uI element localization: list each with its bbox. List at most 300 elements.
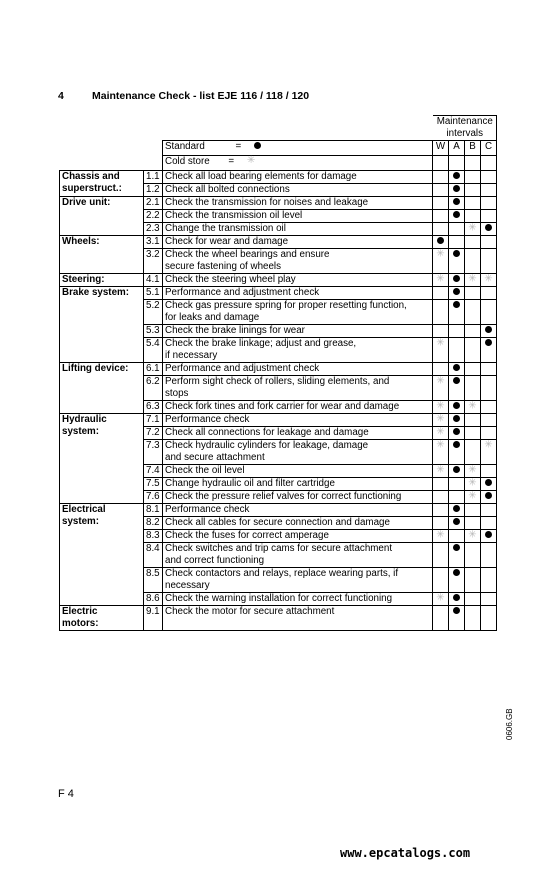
standard-dot-icon [453, 301, 460, 308]
interval-cell-w [433, 504, 449, 517]
description-line: and secure attachment [165, 452, 265, 463]
item-number: 5.4 [144, 338, 163, 363]
cold-label: Cold store [165, 156, 210, 167]
category-cell [60, 414, 144, 504]
description-line: Performance check [165, 414, 250, 425]
item-description [163, 338, 433, 363]
description-line: Perform sight check of rollers, sliding elements, and [165, 376, 390, 387]
item-description [163, 568, 433, 593]
cold-star-icon: ✳ [484, 273, 493, 285]
interval-cell-c [481, 300, 497, 325]
category-cell [60, 606, 144, 631]
interval-cell-a [449, 287, 465, 300]
item-description [163, 401, 433, 414]
interval-cell-b [465, 197, 481, 210]
item-description [163, 543, 433, 568]
interval-cell-b [465, 184, 481, 197]
description-line: Check all cables for secure connection and damage [165, 517, 390, 528]
item-number: 7.4 [144, 465, 163, 478]
cold-star-icon: ✳ [436, 464, 445, 476]
category-label: superstruct.: [62, 183, 122, 194]
interval-cell-c [481, 606, 497, 631]
page-title: Maintenance Check - list EJE 116 / 118 / 120 [92, 90, 310, 102]
cold-star-icon: ✳ [436, 337, 445, 349]
standard-eq: = [235, 141, 242, 152]
item-description [163, 427, 433, 440]
interval-cell-c [481, 325, 497, 338]
interval-cell-w [433, 543, 449, 568]
interval-cell-b [465, 530, 481, 543]
description-line: Check contactors and relays, replace wearing parts, if [165, 568, 399, 579]
standard-dot-icon [453, 594, 460, 601]
interval-cell-a [449, 376, 465, 401]
description-line: Check the warning installation for correct functioning [165, 593, 393, 604]
item-number: 5.2 [144, 300, 163, 325]
cold-eq: = [228, 156, 235, 167]
item-description [163, 440, 433, 465]
interval-cell-w [433, 517, 449, 530]
item-number: 6.1 [144, 363, 163, 376]
interval-cell-c [481, 171, 497, 184]
interval-cell-w [433, 300, 449, 325]
interval-cell-a [449, 401, 465, 414]
standard-dot-icon [485, 326, 492, 333]
interval-cell-w [433, 465, 449, 478]
category-label: Hydraulic [62, 414, 107, 425]
item-description [163, 171, 433, 184]
interval-cell-w [433, 440, 449, 465]
item-description [163, 210, 433, 223]
interval-cell-b [465, 440, 481, 465]
item-number: 8.1 [144, 504, 163, 517]
item-description [163, 236, 433, 249]
category-label: system: [62, 516, 100, 527]
interval-cell-w [433, 171, 449, 184]
description-line: Check the motor for secure attachment [165, 606, 335, 617]
category-label: Electric [62, 606, 98, 617]
standard-dot-icon [254, 141, 261, 152]
interval-cell-b [465, 478, 481, 491]
interval-cell-c [481, 427, 497, 440]
standard-dot-icon [485, 531, 492, 538]
interval-cell-b [465, 274, 481, 287]
item-number: 8.5 [144, 568, 163, 593]
cold-star-icon: ✳ [468, 529, 477, 541]
description-line: Check gas pressure spring for proper resetting function, [165, 300, 407, 311]
interval-cell-b [465, 376, 481, 401]
standard-dot-icon [437, 237, 444, 244]
standard-dot-icon [453, 544, 460, 551]
col-b: B [465, 141, 481, 156]
standard-dot-icon [453, 607, 460, 614]
cold-star-icon: ✳ [468, 400, 477, 412]
item-description [163, 465, 433, 478]
interval-cell-c [481, 440, 497, 465]
item-number: 8.3 [144, 530, 163, 543]
item-description [163, 606, 433, 631]
interval-cell-c [481, 568, 497, 593]
interval-cell-c [481, 338, 497, 363]
table-row [60, 606, 497, 631]
interval-cell-b [465, 491, 481, 504]
interval-cell-b [465, 236, 481, 249]
description-line: and correct functioning [165, 555, 265, 566]
interval-cell-b [465, 210, 481, 223]
item-number: 2.3 [144, 223, 163, 236]
interval-cell-w [433, 274, 449, 287]
category-cell [60, 236, 144, 274]
item-description [163, 325, 433, 338]
cold-star-icon: ✳ [436, 592, 445, 604]
interval-cell-a [449, 440, 465, 465]
standard-dot-icon [485, 339, 492, 346]
description-line: secure fastening of wheels [165, 261, 281, 272]
interval-cell-b [465, 287, 481, 300]
interval-cell-a [449, 197, 465, 210]
description-line: Check hydraulic cylinders for leakage, damage [165, 440, 369, 451]
description-line: Check the brake linings for wear [165, 325, 305, 336]
interval-cell-c [481, 517, 497, 530]
interval-cell-b [465, 363, 481, 376]
interval-cell-c [481, 210, 497, 223]
cold-star-icon: ✳ [484, 439, 493, 451]
interval-cell-a [449, 491, 465, 504]
interval-cell-w [433, 249, 449, 274]
interval-cell-w [433, 568, 449, 593]
item-number: 7.1 [144, 414, 163, 427]
interval-cell-c [481, 197, 497, 210]
category-cell [60, 287, 144, 363]
description-line: for leaks and damage [165, 312, 260, 323]
description-line: Check all bolted connections [165, 184, 290, 195]
cold-star-icon: ✳ [468, 273, 477, 285]
item-number: 6.2 [144, 376, 163, 401]
cold-star-icon: ✳ [436, 529, 445, 541]
cold-star-icon: ✳ [468, 490, 477, 502]
cold-star-icon: ✳ [436, 413, 445, 425]
interval-cell-a [449, 568, 465, 593]
interval-cell-w [433, 325, 449, 338]
item-description [163, 274, 433, 287]
interval-cell-a [449, 223, 465, 236]
interval-cell-a [449, 530, 465, 543]
standard-dot-icon [453, 505, 460, 512]
item-description [163, 363, 433, 376]
interval-cell-w [433, 593, 449, 606]
interval-cell-c [481, 223, 497, 236]
item-number: 7.6 [144, 491, 163, 504]
table-row [60, 287, 497, 300]
item-description [163, 478, 433, 491]
item-description [163, 491, 433, 504]
interval-cell-c [481, 236, 497, 249]
description-line: Check the transmission for noises and leakage [165, 197, 369, 208]
item-number: 8.4 [144, 543, 163, 568]
cold-legend [163, 156, 433, 171]
interval-cell-c [481, 593, 497, 606]
item-description [163, 223, 433, 236]
interval-cell-a [449, 478, 465, 491]
interval-cell-w [433, 491, 449, 504]
interval-cell-w [433, 478, 449, 491]
item-description [163, 184, 433, 197]
interval-cell-a [449, 465, 465, 478]
cold-star-icon: ✳ [436, 248, 445, 260]
interval-cell-c [481, 543, 497, 568]
document-code: 0606.GB [505, 708, 514, 740]
description-line: Change hydraulic oil and filter cartridge [165, 478, 335, 489]
description-line: Check the transmission oil level [165, 210, 303, 221]
interval-cell-a [449, 274, 465, 287]
interval-cell-a [449, 249, 465, 274]
item-description [163, 197, 433, 210]
category-label: Brake system: [62, 287, 129, 298]
interval-cell-b [465, 338, 481, 363]
interval-cell-a [449, 543, 465, 568]
category-label: Drive unit: [62, 197, 111, 208]
item-number: 4.1 [144, 274, 163, 287]
description-line: Performance and adjustment check [165, 287, 320, 298]
interval-cell-a [449, 414, 465, 427]
description-line: Check the steering wheel play [165, 274, 296, 285]
interval-cell-b [465, 465, 481, 478]
standard-legend [163, 141, 433, 156]
interval-cell-c [481, 530, 497, 543]
standard-dot-icon [453, 185, 460, 192]
interval-cell-a [449, 184, 465, 197]
description-line: Performance and adjustment check [165, 363, 320, 374]
category-label: motors: [62, 618, 99, 629]
interval-cell-a [449, 236, 465, 249]
category-label: Electrical [62, 504, 106, 515]
interval-cell-a [449, 325, 465, 338]
item-number: 6.3 [144, 401, 163, 414]
interval-cell-b [465, 427, 481, 440]
col-c: C [481, 141, 497, 156]
item-number: 7.2 [144, 427, 163, 440]
description-line: Check switches and trip cams for secure attachment [165, 543, 393, 554]
standard-dot-icon [453, 198, 460, 205]
item-description [163, 249, 433, 274]
interval-cell-w [433, 363, 449, 376]
interval-cell-a [449, 504, 465, 517]
interval-cell-a [449, 606, 465, 631]
interval-cell-b [465, 325, 481, 338]
interval-cell-a [449, 427, 465, 440]
description-line: Change the transmission oil [165, 223, 286, 234]
col-w: W [433, 141, 449, 156]
interval-cell-a [449, 363, 465, 376]
interval-cell-a [449, 517, 465, 530]
standard-dot-icon [453, 377, 460, 384]
item-description [163, 287, 433, 300]
col-a: A [449, 141, 465, 156]
item-number: 5.1 [144, 287, 163, 300]
item-description [163, 530, 433, 543]
standard-dot-icon [453, 569, 460, 576]
item-number: 8.6 [144, 593, 163, 606]
item-number: 9.1 [144, 606, 163, 631]
interval-cell-b [465, 517, 481, 530]
table-row [60, 171, 497, 184]
item-number: 2.1 [144, 197, 163, 210]
interval-cell-b [465, 568, 481, 593]
section-number: 4 [58, 90, 64, 102]
standard-dot-icon [453, 288, 460, 295]
interval-cell-b [465, 249, 481, 274]
standard-dot-icon [453, 441, 460, 448]
standard-dot-icon [453, 211, 460, 218]
item-number: 1.2 [144, 184, 163, 197]
description-line: stops [165, 388, 189, 399]
description-line: Check for wear and damage [165, 236, 289, 247]
interval-cell-b [465, 300, 481, 325]
cold-star-icon: ✳ [436, 273, 445, 285]
description-line: Check the wheel bearings and ensure [165, 249, 330, 260]
category-cell [60, 171, 144, 197]
description-line: Check all load bearing elements for damage [165, 171, 357, 182]
item-description [163, 504, 433, 517]
interval-cell-c [481, 401, 497, 414]
item-number: 8.2 [144, 517, 163, 530]
interval-cell-w [433, 210, 449, 223]
cold-star-icon: ✳ [468, 477, 477, 489]
interval-cell-c [481, 376, 497, 401]
item-number: 3.2 [144, 249, 163, 274]
interval-cell-a [449, 171, 465, 184]
description-line: Check the pressure relief valves for correct functioning [165, 491, 402, 502]
interval-cell-c [481, 363, 497, 376]
category-label: Chassis and [62, 171, 120, 182]
interval-cell-a [449, 210, 465, 223]
interval-cell-w [433, 530, 449, 543]
item-number: 5.3 [144, 325, 163, 338]
category-cell [60, 274, 144, 287]
interval-cell-b [465, 504, 481, 517]
item-number: 3.1 [144, 236, 163, 249]
interval-cell-w [433, 287, 449, 300]
standard-dot-icon [453, 518, 460, 525]
interval-cell-c [481, 465, 497, 478]
table-row [60, 363, 497, 376]
interval-cell-a [449, 300, 465, 325]
interval-cell-b [465, 171, 481, 184]
item-number: 2.2 [144, 210, 163, 223]
interval-cell-c [481, 287, 497, 300]
cold-star-icon: ✳ [436, 439, 445, 451]
standard-dot-icon [485, 492, 492, 499]
cold-star-icon: ✳ [436, 426, 445, 438]
standard-dot-icon [453, 364, 460, 371]
cold-star-icon: ✳ [436, 375, 445, 387]
interval-cell-c [481, 504, 497, 517]
item-number: 7.3 [144, 440, 163, 465]
description-line: Performance check [165, 504, 250, 515]
interval-cell-c [481, 249, 497, 274]
interval-cell-w [433, 427, 449, 440]
standard-dot-icon [453, 250, 460, 257]
standard-label: Standard [165, 141, 205, 152]
interval-cell-b [465, 543, 481, 568]
description-line: Check fork tines and fork carrier for wear and damage [165, 401, 400, 412]
page-number: F 4 [58, 788, 74, 800]
interval-cell-w [433, 606, 449, 631]
interval-cell-b [465, 401, 481, 414]
category-cell [60, 363, 144, 414]
description-line: Check all connections for leakage and damage [165, 427, 369, 438]
item-description [163, 300, 433, 325]
item-number: 7.5 [144, 478, 163, 491]
interval-cell-c [481, 491, 497, 504]
interval-cell-c [481, 274, 497, 287]
cold-star-icon: ✳ [468, 464, 477, 476]
item-description [163, 593, 433, 606]
table-row [60, 197, 497, 210]
interval-cell-c [481, 478, 497, 491]
interval-cell-w [433, 376, 449, 401]
table-row [60, 274, 497, 287]
category-label: Lifting device: [62, 363, 129, 374]
interval-cell-w [433, 414, 449, 427]
interval-cell-w [433, 236, 449, 249]
category-label: system: [62, 426, 100, 437]
interval-cell-c [481, 414, 497, 427]
page-heading [58, 90, 309, 102]
category-label: Wheels: [62, 236, 100, 247]
description-line: Check the fuses for correct amperage [165, 530, 329, 541]
table-row [60, 504, 497, 517]
description-line: Check the oil level [165, 465, 245, 476]
description-line: Check the brake linkage; adjust and grease, [165, 338, 357, 349]
item-number: 1.1 [144, 171, 163, 184]
intervals-title: Maintenance intervals [433, 116, 497, 141]
cold-star-icon: ✳ [468, 222, 477, 234]
standard-dot-icon [453, 415, 460, 422]
interval-cell-w [433, 223, 449, 236]
interval-cell-a [449, 593, 465, 606]
description-line: if necessary [165, 350, 218, 361]
cold-star-icon: ✳ [436, 400, 445, 412]
category-cell [60, 504, 144, 606]
interval-cell-w [433, 197, 449, 210]
description-line: necessary [165, 580, 210, 591]
item-description [163, 376, 433, 401]
interval-cell-b [465, 223, 481, 236]
standard-dot-icon [453, 428, 460, 435]
interval-cell-a [449, 338, 465, 363]
item-description [163, 517, 433, 530]
category-label: Steering: [62, 274, 105, 285]
interval-cell-b [465, 606, 481, 631]
standard-dot-icon [453, 172, 460, 179]
interval-cell-b [465, 414, 481, 427]
item-description [163, 414, 433, 427]
table-row [60, 414, 497, 427]
standard-dot-icon [453, 402, 460, 409]
watermark: www.epcatalogs.com [340, 846, 471, 860]
table-row [60, 236, 497, 249]
interval-cell-w [433, 184, 449, 197]
maintenance-table [59, 115, 497, 631]
category-cell [60, 197, 144, 236]
interval-cell-c [481, 184, 497, 197]
cold-star-icon: ✳ [246, 155, 256, 167]
interval-cell-w [433, 338, 449, 363]
interval-cell-w [433, 401, 449, 414]
standard-dot-icon [485, 224, 492, 231]
standard-dot-icon [453, 275, 460, 282]
standard-dot-icon [453, 466, 460, 473]
